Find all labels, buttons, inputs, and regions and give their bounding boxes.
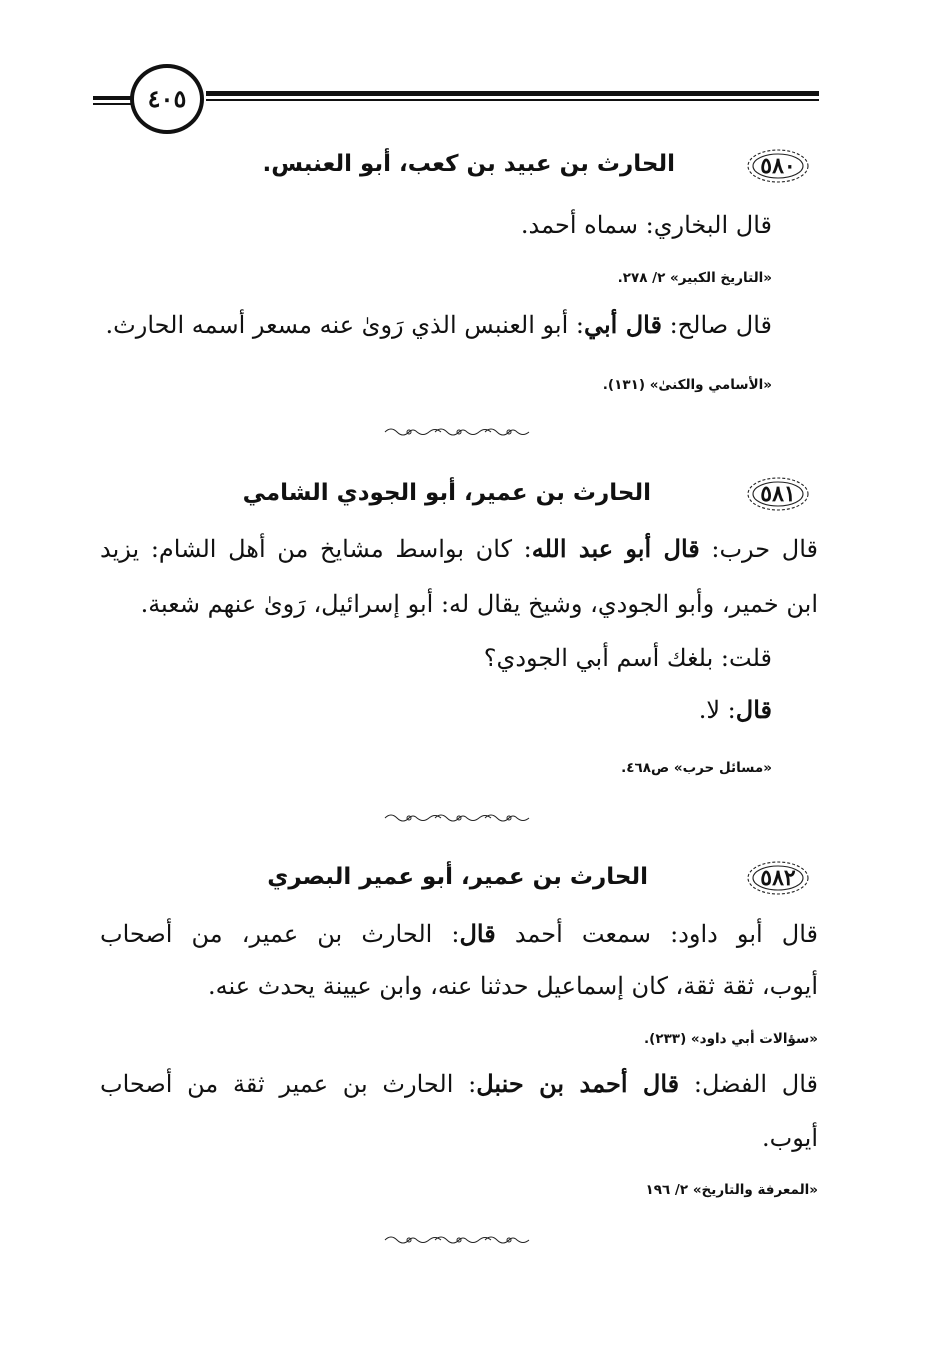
entry-paragraph: قلت: بلغك أسم أبي الجودي؟ (483, 644, 772, 672)
bold-text-run: قال أبي (584, 310, 662, 339)
reference-citation: «مسائل حرب» ص٤٦٨. (621, 760, 772, 776)
reference-citation: «سؤالات أبي داود» (٢٣٣). (644, 1031, 818, 1047)
header-rule-left-thin (93, 103, 133, 105)
reference-citation: «التاريخ الكبير» ٢/ ٢٧٨. (617, 270, 772, 286)
header-rule-right (206, 91, 819, 96)
entry-number: ٥٨١ (760, 481, 796, 507)
text-run: : أبو العنبس الذي رَوىٰ عنه مسعر أسمه الحارث. (105, 311, 584, 339)
text-run: : الحارث بن عمير ثقة من أصحاب (100, 1070, 477, 1098)
text-run: قال الفضل: (679, 1070, 818, 1098)
text-run: : الحارث بن عمير، من أصحاب (100, 920, 460, 948)
floral-ornament-icon (383, 426, 533, 438)
text-run: قال أبو داود: سمعت أحمد (495, 920, 818, 948)
header-rule-left (93, 96, 133, 100)
entry-paragraph: أيوب. (762, 1124, 818, 1152)
text-run: : كان بواسط مشايخ من أهل الشام: يزيد (100, 535, 532, 563)
bold-text-run: قال أحمد بن حنبل (476, 1069, 680, 1098)
reference-citation: «الأسامي والكنىٰ» (١٣١). (602, 377, 772, 393)
entry-paragraph (100, 1070, 818, 1099)
entry-paragraph: قال البخاري: سماه أحمد. (520, 211, 772, 239)
entry-number: ٥٨٢ (760, 865, 796, 891)
entry-paragraph (100, 920, 818, 949)
bold-text-run: قال أبو عبد الله (531, 534, 700, 563)
text-run: قال صالح: (661, 311, 772, 339)
text-run: : لا. (698, 696, 736, 724)
entry-paragraph (106, 311, 772, 340)
page-number-circle (130, 64, 204, 134)
entry-number-badge (744, 474, 812, 514)
entry-paragraph: أيوب، ثقة ثقة، كان إسماعيل حدثنا عنه، وابن عيينة يحدث عنه. (208, 972, 818, 1000)
entry-title: الحارث بن عمير، أبو الجودي الشامي (242, 480, 651, 506)
text-run: قال حرب: (699, 535, 818, 563)
entry-number-badge (744, 146, 812, 186)
entry-paragraph (699, 696, 772, 725)
entry-number-badge (744, 858, 812, 898)
entry-paragraph (100, 535, 818, 564)
floral-ornament-icon (383, 812, 533, 824)
entry-title: الحارث بن عمير، أبو عمير البصري (267, 864, 648, 890)
entry-paragraph: ابن خمير، وأبو الجودي، وشيخ يقال له: أبو إسرائيل، رَوىٰ عنهم شعبة. (140, 590, 818, 618)
bold-text-run: قال (459, 919, 496, 948)
bold-text-run: قال (735, 695, 772, 724)
header-rule-right-thin (206, 99, 819, 101)
entry-number: ٥٨٠ (760, 153, 796, 179)
entry-title: الحارث بن عبيد بن كعب، أبو العنبس. (262, 151, 675, 177)
reference-citation: «المعرفة والتاريخ» ٢/ ١٩٦ (645, 1182, 818, 1198)
floral-ornament-icon (383, 1234, 533, 1246)
page-number: ٤٠٥ (147, 84, 187, 113)
